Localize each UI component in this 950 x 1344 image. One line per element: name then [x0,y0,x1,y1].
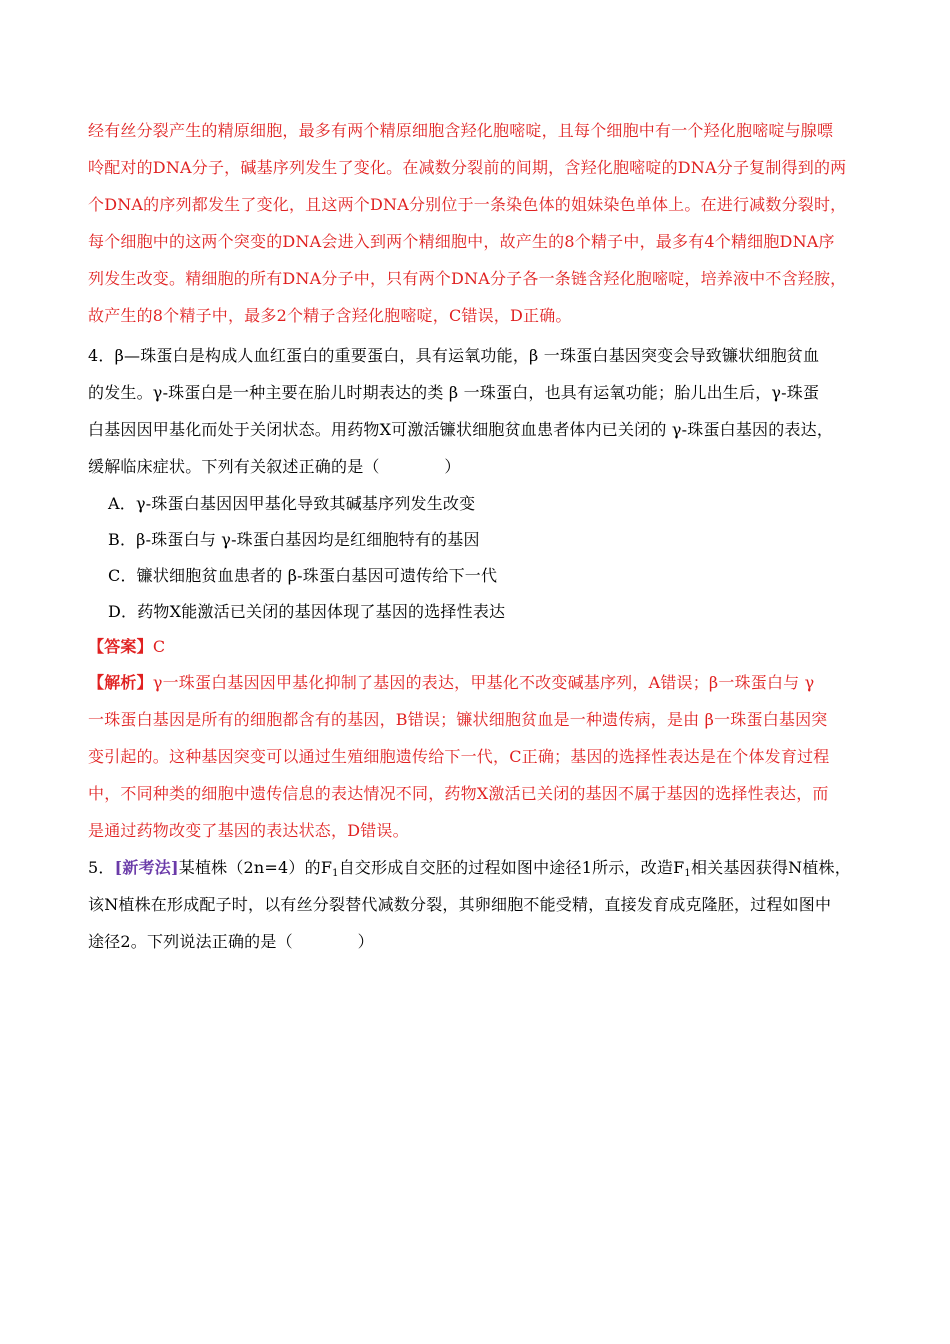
subscript: 1 [684,868,691,879]
q4-stem-line: 4．β—珠蛋白是构成人血红蛋白的重要蛋白，具有运氧功能，β 一珠蛋白基因突变会导致镰状细胞贫血 [88,346,820,365]
prev-analysis-line: 个DNA的序列都发生了变化，且这两个DNA分别位于一条染色体的姐妹染色单体上。在进行减数分裂时， [88,195,847,214]
answer-tag: 【答案】 [88,637,153,656]
q5-text: 相关基因获得N植株， [690,858,851,877]
prev-analysis-line: 故产生的8个精子中，最多2个精子含羟化胞嘧啶，C错误，D正确。 [88,306,572,325]
prev-analysis-line: 呤配对的DNA分子，碱基序列发生了变化。在减数分裂前的间期，含羟化胞嘧啶的DNA分子复制得到的两 [88,158,847,177]
q4-answer [88,634,165,657]
prev-analysis-line: 经有丝分裂产生的精原细胞，最多有两个精原细胞含羟化胞嘧啶，且每个细胞中有一个羟化胞嘧啶与腺嘌 [88,121,834,140]
analysis-text: γ一珠蛋白基因因甲基化抑制了基因的表达，甲基化不改变碱基序列，A错误；β一珠蛋白与 γ [152,673,815,692]
q4-stem-line: 白基因因甲基化而处于关闭状态。用药物X可激活镰状细胞贫血患者体内已关闭的 γ-珠蛋白基因的表达， [88,420,834,439]
q5-stem-line-3: 途径2。下列说法正确的是（ ） [88,932,374,951]
prev-analysis-line: 每个细胞中的这两个突变的DNA会进入到两个精细胞中，故产生的8个精子中，最多有4个精细胞DNA序 [88,232,835,251]
q4-option-c: C．镰状细胞贫血患者的 β-珠蛋白基因可遗传给下一代 [108,566,498,585]
q4-option-a: A．γ-珠蛋白基因因甲基化导致其碱基序列发生改变 [108,494,476,513]
q5-text: 自交形成自交胚的过程如图中途径1所示，改造F [338,858,685,877]
q4-analysis-line: 一珠蛋白基因是所有的细胞都含有的基因，B错误；镰状细胞贫血是一种遗传病，是由 β一珠蛋白基因突 [88,710,828,729]
q4-analysis-line: 是通过药物改变了基因的表达状态，D错误。 [88,821,409,840]
q5-number: 5． [88,858,115,877]
q4-option-b: B．β-珠蛋白与 γ-珠蛋白基因均是红细胞特有的基因 [108,530,480,549]
q4-analysis-first-line [88,670,814,693]
q5-tag: [新考法] [114,858,179,877]
q4-stem-line: 缓解临床症状。下列有关叙述正确的是（ ） [88,457,461,476]
q5-stem-line-1 [88,855,851,879]
subscript: 1 [332,868,339,879]
q4-option-d: D．药物X能激活已关闭的基因体现了基因的选择性表达 [108,602,506,621]
q4-stem-line: 的发生。γ-珠蛋白是一种主要在胎儿时期表达的类 β 一珠蛋白，也具有运氧功能；胎儿出生后，γ-珠蛋 [88,383,820,402]
q5-stem-line-2: 该N植株在形成配子时，以有丝分裂替代减数分裂，其卵细胞不能受精，直接发育成克隆胚，过程如图中 [88,895,832,914]
answer-value: C [152,637,166,656]
q4-analysis-line: 变引起的。这种基因突变可以通过生殖细胞遗传给下一代，C正确；基因的选择性表达是在个体发育过程 [88,747,830,766]
prev-analysis-line: 列发生改变。精细胞的所有DNA分子中，只有两个DNA分子各一条链含羟化胞嘧啶，培养液中不含羟胺， [88,269,847,288]
analysis-tag: 【解析】 [88,673,153,692]
q5-text: 某植株（2n=4）的F [178,858,333,877]
q4-analysis-line: 中，不同种类的细胞中遗传信息的表达情况不同，药物X激活已关闭的基因不属于基因的选择性表达，而 [88,784,829,803]
